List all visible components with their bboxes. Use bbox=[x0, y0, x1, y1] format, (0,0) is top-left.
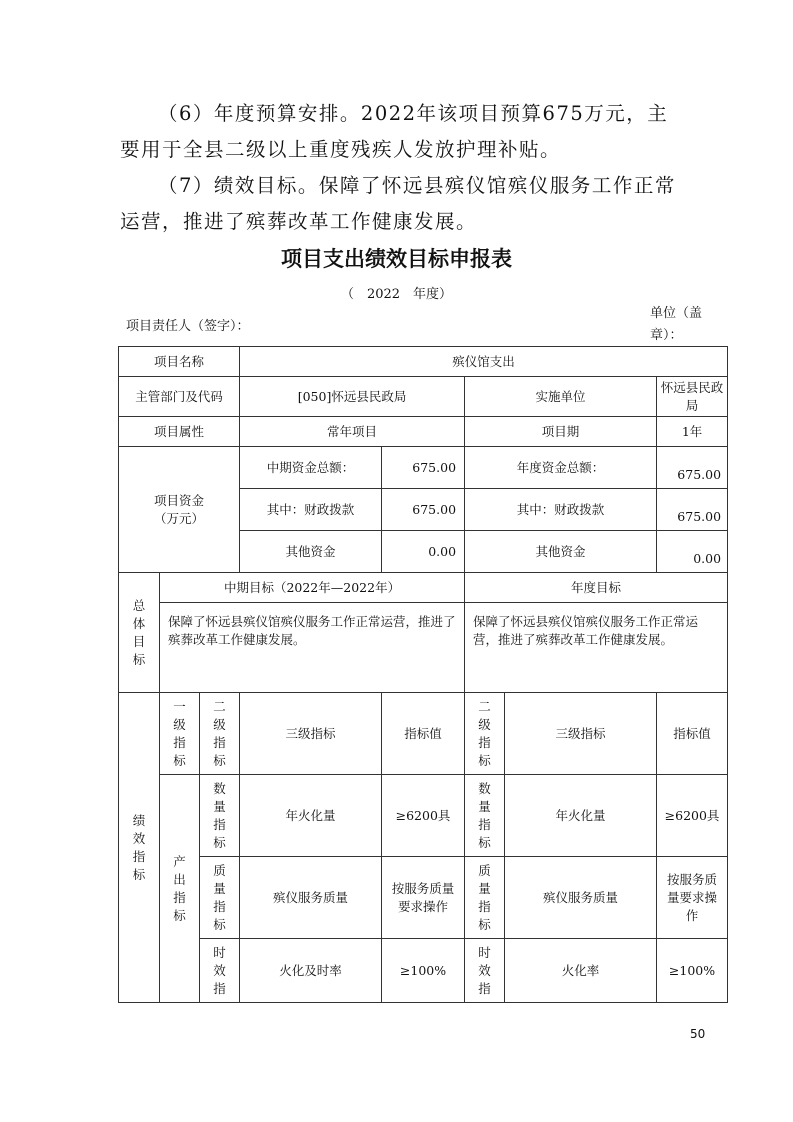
dept-label: 主管部门及代码 bbox=[119, 377, 240, 417]
performance-target-table bbox=[118, 346, 728, 1003]
paragraph-budget: （6）年度预算安排。2022年该项目预算675万元，主要用于全县二级以上重度残疾人发放护理补贴。 bbox=[120, 102, 669, 161]
project-name-label: 项目名称 bbox=[119, 347, 240, 377]
attr-value: 常年项目 bbox=[240, 417, 465, 447]
level2-header: 二级指标 bbox=[200, 693, 240, 775]
overall-goal-label: 总体目标 bbox=[119, 573, 160, 693]
year-total-value: 675.00 bbox=[657, 447, 728, 489]
year-quality-label: 质量指标 bbox=[465, 857, 505, 939]
attr-label: 项目属性 bbox=[119, 417, 240, 447]
mid-total-label: 中期资金总额： bbox=[240, 447, 382, 489]
year-indicator-value: 按服务质量要求操作 bbox=[657, 857, 728, 939]
indicator-label: 绩效指标 bbox=[119, 693, 160, 1003]
mid-indicator-name: 年火化量 bbox=[240, 775, 382, 857]
dept-value: [050]怀远县民政局 bbox=[240, 377, 465, 417]
year-indicator-name: 殡仪服务质量 bbox=[505, 857, 657, 939]
year-goal-text: 保障了怀远县殡仪馆殡仪服务工作正常运营，推进了殡葬改革工作健康发展。 bbox=[465, 603, 728, 693]
period-label: 项目期 bbox=[465, 417, 657, 447]
value-header: 指标值 bbox=[382, 693, 465, 775]
year-other-value: 0.00 bbox=[657, 531, 728, 573]
year-indicator-value: ≥6200具 bbox=[657, 775, 728, 857]
year-level2-header: 二级指标 bbox=[465, 693, 505, 775]
mid-other-value: 0.00 bbox=[382, 531, 465, 573]
mid-indicator-name: 火化及时率 bbox=[240, 939, 382, 1003]
year-fiscal-label: 其中：财政拨款 bbox=[465, 489, 657, 531]
unit-seal-label: 单位（盖章）： bbox=[650, 306, 703, 343]
mid-indicator-name: 殡仪服务质量 bbox=[240, 857, 382, 939]
project-name-value: 殡仪馆支出 bbox=[240, 347, 728, 377]
quantity-label: 数量指标 bbox=[200, 775, 240, 857]
year-total-label: 年度资金总额： bbox=[465, 447, 657, 489]
impl-value: 怀远县民政局 bbox=[657, 377, 728, 417]
quality-label: 质量指标 bbox=[200, 857, 240, 939]
form-title: 项目支出绩效目标申报表 bbox=[281, 247, 512, 271]
year-value-header: 指标值 bbox=[657, 693, 728, 775]
year-timeliness-label: 时效指 bbox=[465, 939, 505, 1003]
year-other-label: 其他资金 bbox=[465, 531, 657, 573]
period-value: 1年 bbox=[657, 417, 728, 447]
year-goal-header: 年度目标 bbox=[465, 573, 728, 603]
paragraph-goal: （7）绩效目标。保障了怀远县殡仪馆殡仪服务工作正常运营，推进了殡葬改革工作健康发展。 bbox=[120, 174, 676, 233]
year-indicator-name: 年火化量 bbox=[505, 775, 657, 857]
level1-header: 一级指标 bbox=[160, 693, 200, 775]
output-indicator-label: 产出指标 bbox=[160, 775, 200, 1003]
form-year: （ 2022 年度） bbox=[340, 287, 453, 302]
mid-goal-header: 中期目标（2022年—2022年） bbox=[160, 573, 465, 603]
year-quantity-label: 数量指标 bbox=[465, 775, 505, 857]
level3-header: 三级指标 bbox=[240, 693, 382, 775]
mid-indicator-value: 按服务质量要求操作 bbox=[382, 857, 465, 939]
timeliness-label: 时效指 bbox=[200, 939, 240, 1003]
responsible-label: 项目责任人（签字）： bbox=[126, 319, 250, 334]
year-indicator-value: ≥100% bbox=[657, 939, 728, 1003]
mid-indicator-value: ≥100% bbox=[382, 939, 465, 1003]
year-fiscal-value: 675.00 bbox=[657, 489, 728, 531]
page-number: 50 bbox=[690, 1027, 706, 1041]
year-indicator-name: 火化率 bbox=[505, 939, 657, 1003]
funds-label: 项目资金（万元） bbox=[119, 447, 240, 573]
mid-goal-text: 保障了怀远县殡仪馆殡仪服务工作正常运营，推进了殡葬改革工作健康发展。 bbox=[160, 603, 465, 693]
mid-fiscal-label: 其中：财政拨款 bbox=[240, 489, 382, 531]
impl-label: 实施单位 bbox=[465, 377, 657, 417]
mid-fiscal-value: 675.00 bbox=[382, 489, 465, 531]
mid-indicator-value: ≥6200具 bbox=[382, 775, 465, 857]
mid-other-label: 其他资金 bbox=[240, 531, 382, 573]
mid-total-value: 675.00 bbox=[382, 447, 465, 489]
year-level3-header: 三级指标 bbox=[505, 693, 657, 775]
